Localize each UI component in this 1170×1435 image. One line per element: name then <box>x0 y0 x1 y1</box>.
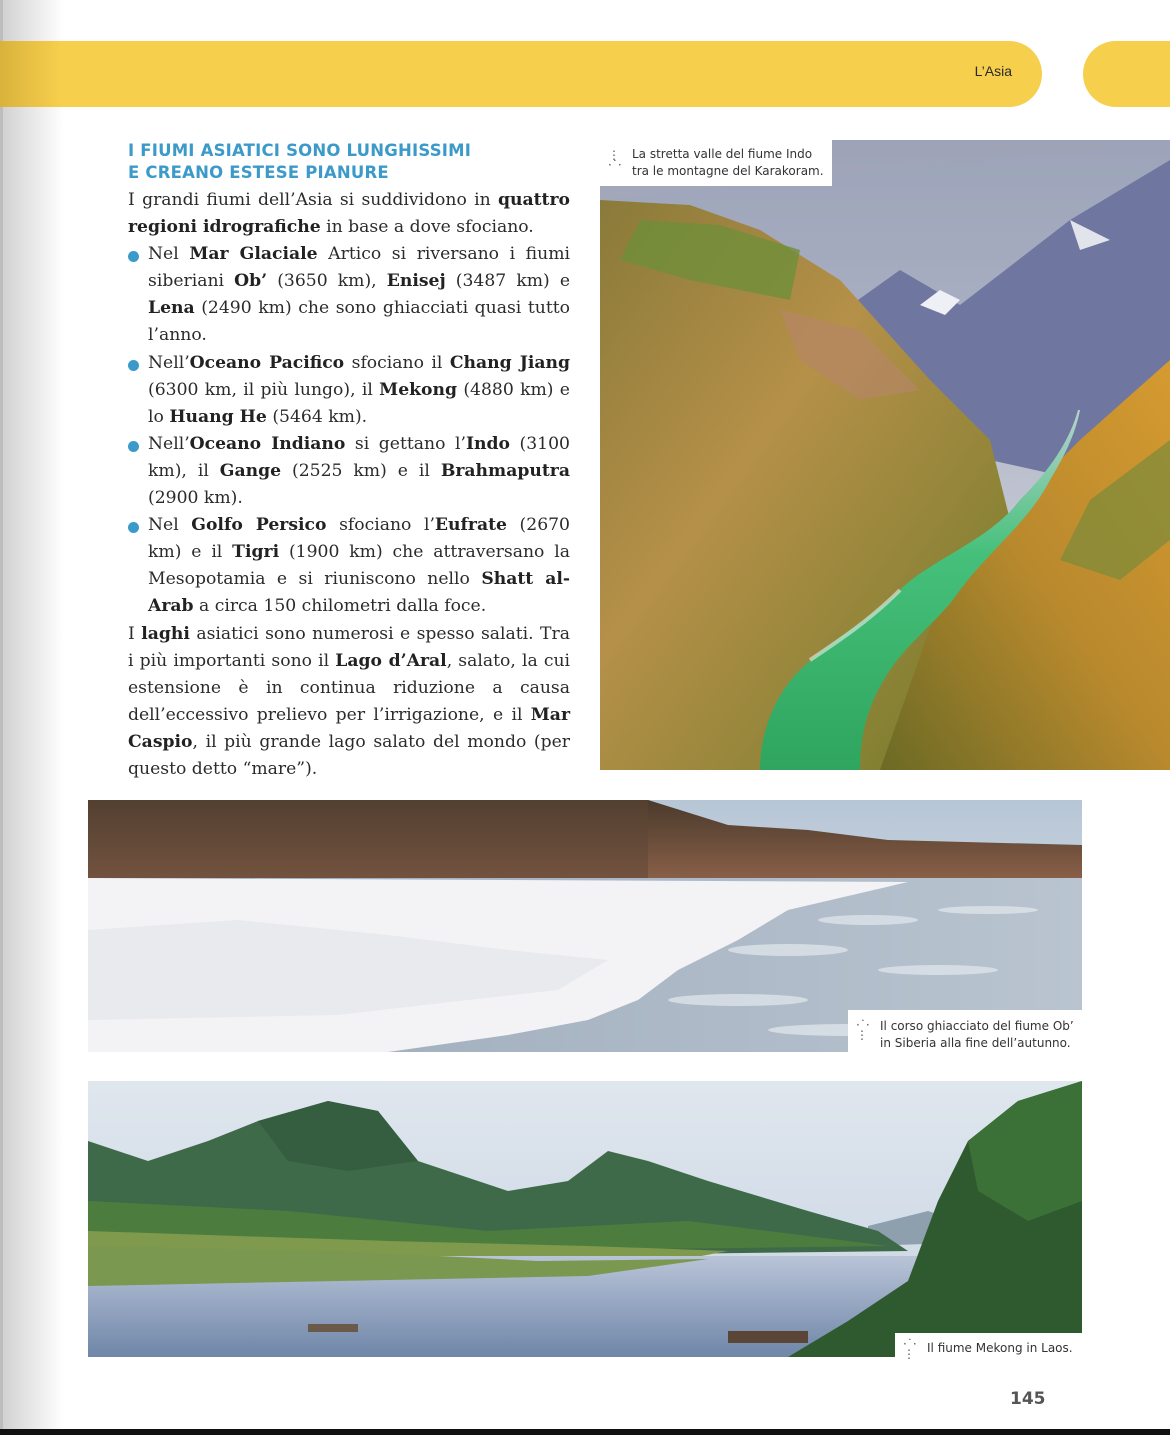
chapter-label: L’Asia <box>974 63 1012 79</box>
bold-term: Eufrate <box>434 515 507 536</box>
text-run: (2525 km) e il <box>281 460 441 481</box>
text-run: a circa 150 chilometri dalla foce. <box>193 596 487 617</box>
pointer-up-icon: ·˙· ⋮ <box>903 1337 917 1361</box>
chapter-tab <box>1083 41 1170 107</box>
bold-term: laghi <box>141 623 190 644</box>
mekong-river-photo <box>88 1081 1082 1361</box>
bold-term: Lago d’Aral <box>335 650 447 671</box>
text-run: , salato, la cui estensione è in continua riduzione a causa dell’eccessivo prelievo per l’irrigazione, e il <box>128 650 571 725</box>
caption-line: tra le montagne del Karakoram. <box>632 164 824 178</box>
heading-line: I FIUMI ASIATICI SONO LUNGHISSIMI <box>128 141 472 160</box>
bold-term: Oceano Indiano <box>189 433 346 454</box>
bold-term: Lena <box>148 298 195 319</box>
pointer-down-icon: ⋮ ·˙· <box>608 148 622 172</box>
list-item <box>128 431 570 512</box>
text-run: (2900 km). <box>148 488 243 509</box>
page-number: 145 <box>1010 1389 1046 1409</box>
bold-term: Tigri <box>232 542 280 563</box>
bold-term: Mar Glaciale <box>189 244 318 265</box>
bold-term: Chang Jiang <box>449 352 571 373</box>
pointer-up-icon: ·˙· ⋮ <box>856 1018 870 1042</box>
section-heading <box>128 140 568 184</box>
text-run: Nel <box>148 515 192 536</box>
bold-term: Huang He <box>169 406 267 427</box>
text-run: asiatici sono numerosi e spesso salati. Tra i più importanti sono il <box>128 623 570 671</box>
bold-term: Mekong <box>379 379 458 400</box>
chapter-band <box>0 41 1042 107</box>
text-run: I grandi fiumi dell’Asia si suddividono in <box>128 190 498 210</box>
text-run: sfociano il <box>344 352 450 373</box>
band-fold-shadow <box>0 41 60 107</box>
river-list <box>128 241 570 620</box>
bullet-dot-icon <box>128 251 139 262</box>
bold-term: Indo <box>465 433 510 454</box>
page-edge <box>0 0 3 1430</box>
mekong-caption <box>895 1333 1085 1361</box>
text-run: in base a dove sfociano. <box>320 217 534 238</box>
bold-term: Shatt al-Arab <box>148 569 570 617</box>
text-run: (6300 km, il più lungo), il <box>148 379 380 400</box>
bullet-dot-icon <box>128 522 139 533</box>
bold-term: quattro regioni idrografiche <box>128 190 570 238</box>
indus-caption <box>600 140 832 186</box>
bold-term: Oceano Pacifico <box>189 352 345 373</box>
list-item-text <box>148 434 570 508</box>
ob-caption <box>848 1010 1088 1056</box>
lakes-paragraph <box>128 621 570 784</box>
page-gutter-shadow <box>0 0 64 1430</box>
list-item <box>128 350 570 431</box>
text-run: , il più grande lago salato del mondo (per questo detto “mare”). <box>128 731 570 779</box>
text-run: sfociano l’ <box>326 515 435 536</box>
list-item-text <box>148 515 570 616</box>
bold-term: Gange <box>219 460 282 481</box>
text-run: Artico si riversano i fiumi siberiani <box>148 244 571 292</box>
bullet-dot-icon <box>128 441 139 452</box>
caption-line: in Siberia alla fine dell’autunno. <box>880 1036 1071 1050</box>
text-run: (2490 km) che sono ghiacciati quasi tutto l’anno. <box>148 298 570 346</box>
list-item-text <box>148 244 570 345</box>
caption-line: La stretta valle del fiume Indo <box>632 147 813 161</box>
intro-paragraph <box>128 187 570 241</box>
caption-line: Il fiume Mekong in Laos. <box>927 1341 1073 1355</box>
text-run: (2670 km) e il <box>148 515 570 563</box>
text-run: si gettano l’ <box>345 433 466 454</box>
list-item <box>128 512 570 620</box>
text-run: (3650 km), <box>267 271 387 292</box>
text-run: I <box>128 623 142 644</box>
bold-term: Enisej <box>386 271 446 292</box>
bold-term: Golfo Persico <box>191 515 327 536</box>
text-run: (1900 km) che attraversano la Mesopotamia e si riuniscono nello <box>148 542 570 590</box>
list-item-text <box>148 353 570 427</box>
indus-valley-photo <box>600 140 1170 770</box>
text-run: Nel <box>148 244 190 265</box>
bullet-dot-icon <box>128 360 139 371</box>
text-run: Nell’ <box>148 352 190 373</box>
caption-line: Il corso ghiacciato del fiume Ob’ <box>880 1019 1074 1033</box>
heading-line: E CREANO ESTESE PIANURE <box>128 163 389 182</box>
bottom-edge <box>0 1429 1170 1435</box>
bold-term: Mar Caspio <box>128 704 570 752</box>
text-run: (5464 km). <box>266 406 368 427</box>
text-run: Nell’ <box>148 433 190 454</box>
text-run: (4880 km) e lo <box>148 379 570 427</box>
list-item <box>128 241 570 349</box>
bold-term: Ob’ <box>234 271 268 292</box>
text-run: (3487 km) e <box>445 271 571 292</box>
text-run: (3100 km), il <box>148 433 570 481</box>
bold-term: Brahmaputra <box>440 460 570 481</box>
body-text <box>128 187 570 783</box>
